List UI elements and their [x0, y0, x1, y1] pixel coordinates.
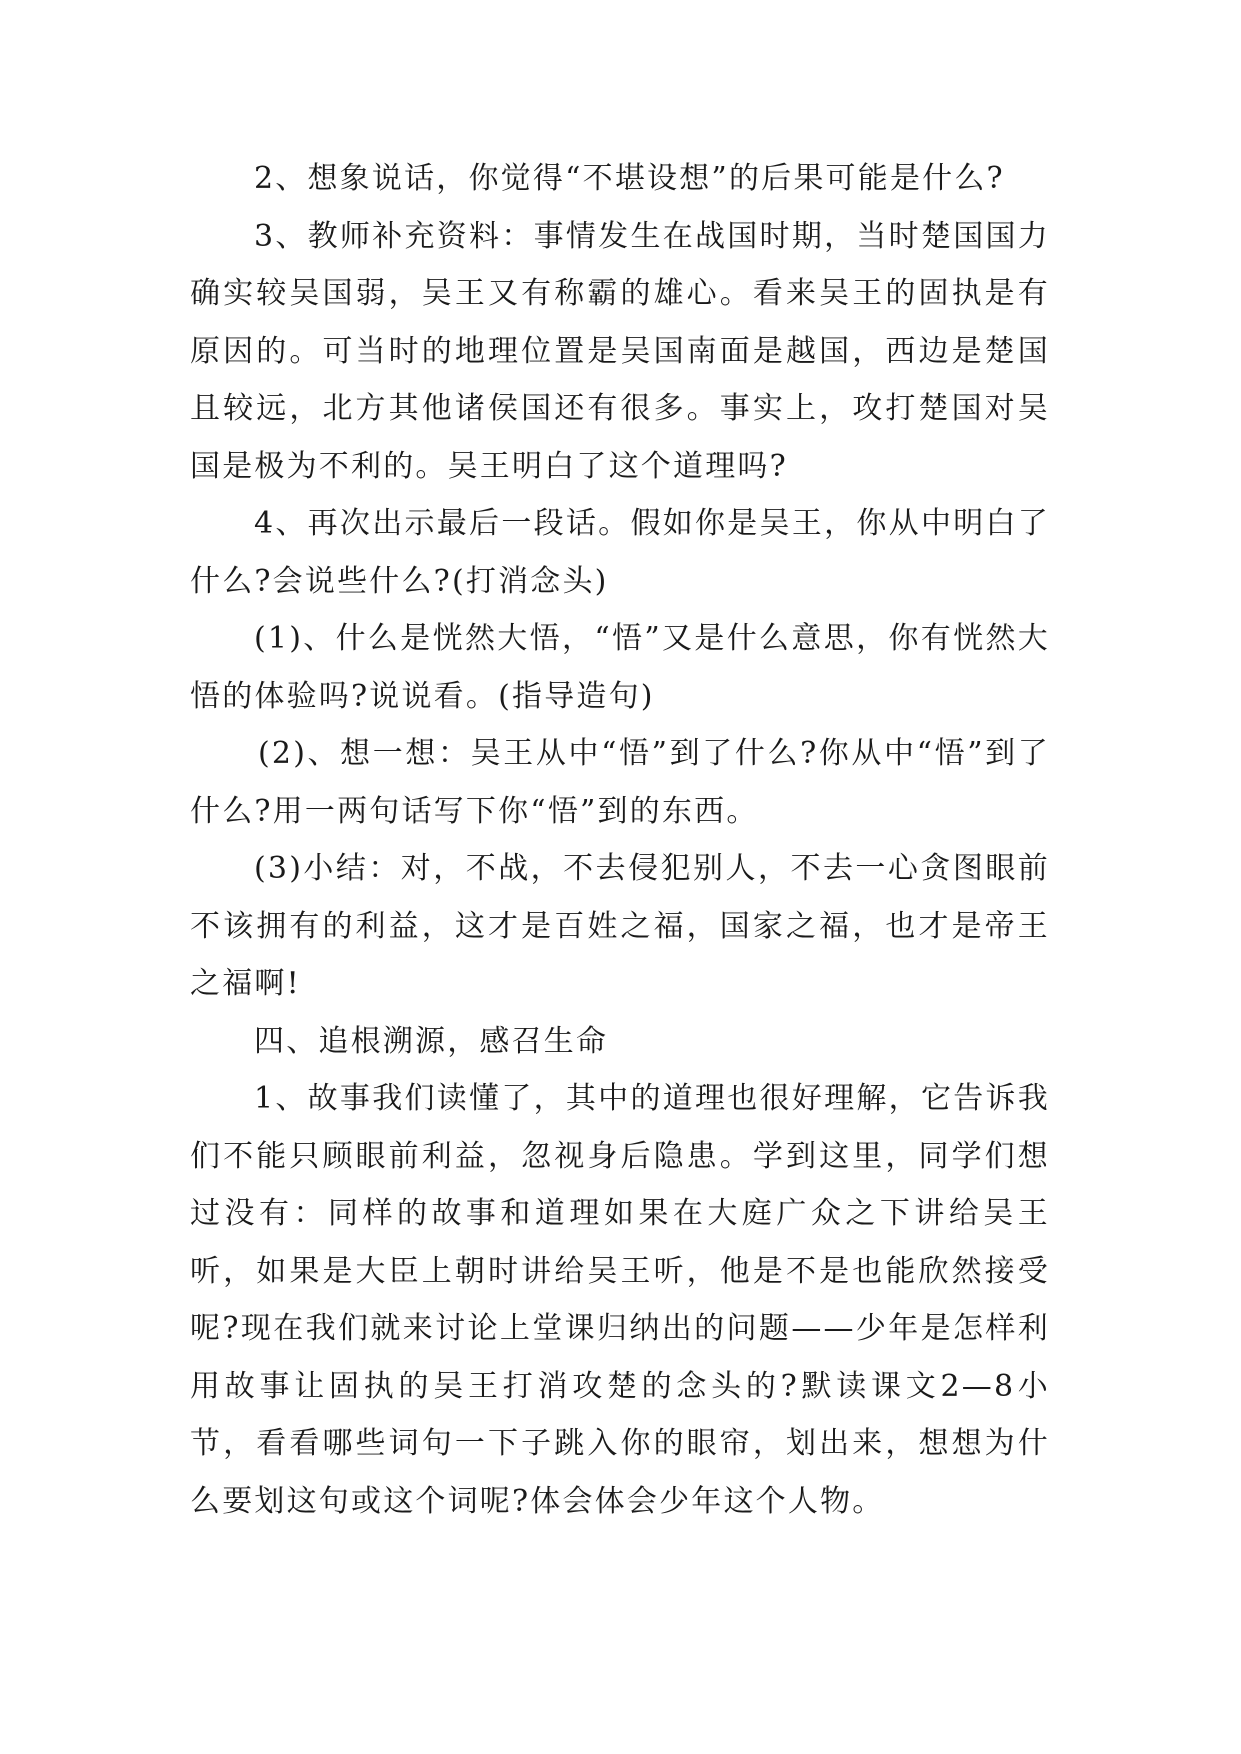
paragraph-summary: (3)小结：对，不战，不去侵犯别人，不去一心贪图眼前不该拥有的利益，这才是百姓之福，国家之福，也才是帝王之福啊! [190, 851, 1050, 1001]
paragraph-imagine-consequence: 2、想象说话，你觉得“不堪设想”的后果可能是什么? [254, 161, 1005, 196]
paragraph-story-understood: 1、故事我们读懂了，其中的道理也很好理解，它告诉我们不能只顾眼前利益，忽视身后隐患。学到这里，同学们想过没有：同样的故事和道理如果在大庭广众之下讲给吴王听，如果是大臣上朝时讲给吴王听，他是不是也能欣然接受呢?现在我们就来讨论上堂课归纳出的问题——少年是怎样利用故事让固执的吴王打消攻楚的念头的?默读课文2—8小节，看看哪些词句一下子跳入你的眼帘，划出来，想想为什么要划这句或这个词呢?体会体会少年这个人物。 [190, 1081, 1050, 1519]
paragraph-teacher-supplement: 3、教师补充资料：事情发生在战国时期，当时楚国国力确实较吴国弱，吴王又有称霸的雄心。看来吴王的固执是有原因的。可当时的地理位置是吴国南面是越国，西边是楚国且较远，北方其他诸侯国还有很多。事实上，攻打楚国对吴国是极为不利的。吴王明白了这个道理吗? [190, 218, 1050, 484]
document-body [190, 150, 1050, 1530]
paragraph-think-about: (2)、想一想：吴王从中“悟”到了什么?你从中“悟”到了什么?用一两句话写下你“悟”到的东西。 [190, 736, 1050, 829]
paragraph-show-last-passage: 4、再次出示最后一段话。假如你是吴王，你从中明白了什么?会说些什么?(打消念头) [190, 506, 1050, 599]
section-heading-four: 四、追根溯源，感召生命 [254, 1023, 609, 1059]
paragraph-sudden-enlightenment: (1)、什么是恍然大悟，“悟”又是什么意思，你有恍然大悟的体验吗?说说看。(指导造句) [190, 621, 1050, 714]
